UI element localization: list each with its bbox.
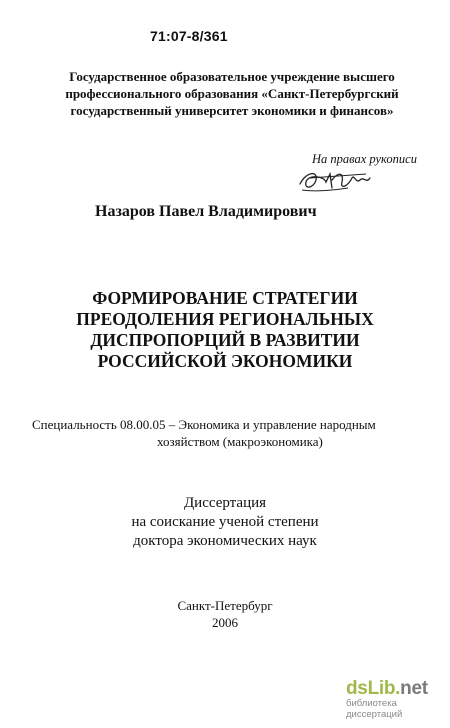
institution-line-1: Государственное образовательное учреждение высшего	[69, 69, 395, 84]
watermark-brand-main: dsLib	[346, 678, 396, 699]
watermark-subtitle: библиотека диссертаций	[346, 698, 403, 720]
author-name: Назаров Павел Владимирович	[95, 203, 317, 220]
title-line-3: ДИСПРОПОРЦИЙ В РАЗВИТИИ	[90, 330, 360, 350]
degree-line-1: Диссертация	[183, 495, 267, 511]
handwritten-signature	[296, 164, 376, 196]
institution-line-2: профессионального образования «Санкт-Петербургский	[65, 86, 399, 101]
institution-line-3: государственный университет экономики и финансов»	[70, 103, 394, 118]
year: 2006	[212, 615, 238, 630]
degree-line-3: доктора экономических наук	[133, 533, 317, 549]
degree-statement	[0, 494, 450, 551]
degree-line-2: на соискание ученой степени	[131, 514, 319, 530]
watermark-brand-tld: net	[400, 678, 428, 699]
city: Санкт-Петербург	[177, 598, 273, 613]
dslib-watermark	[346, 678, 446, 720]
title-line-2: ПРЕОДОЛЕНИЯ РЕГИОНАЛЬНЫХ	[76, 309, 374, 329]
dissertation-title	[0, 288, 450, 372]
manuscript-note: На правах рукописи	[312, 152, 417, 166]
title-line-4: РОССИЙСКОЙ ЭКОНОМИКИ	[97, 351, 353, 371]
watermark-brand-dot: .	[395, 678, 401, 699]
place-and-year	[0, 597, 450, 631]
specialty-line-1: Специальность 08.00.05 – Экономика и управление народным	[32, 417, 376, 432]
specialty-line-2: хозяйством (макроэкономика)	[157, 434, 323, 449]
institution-name	[22, 68, 442, 119]
catalog-code: 71:07-8/361	[150, 28, 228, 44]
watermark-brand	[346, 678, 446, 700]
specialty	[32, 416, 427, 450]
title-line-1: ФОРМИРОВАНИЕ СТРАТЕГИИ	[92, 288, 358, 308]
